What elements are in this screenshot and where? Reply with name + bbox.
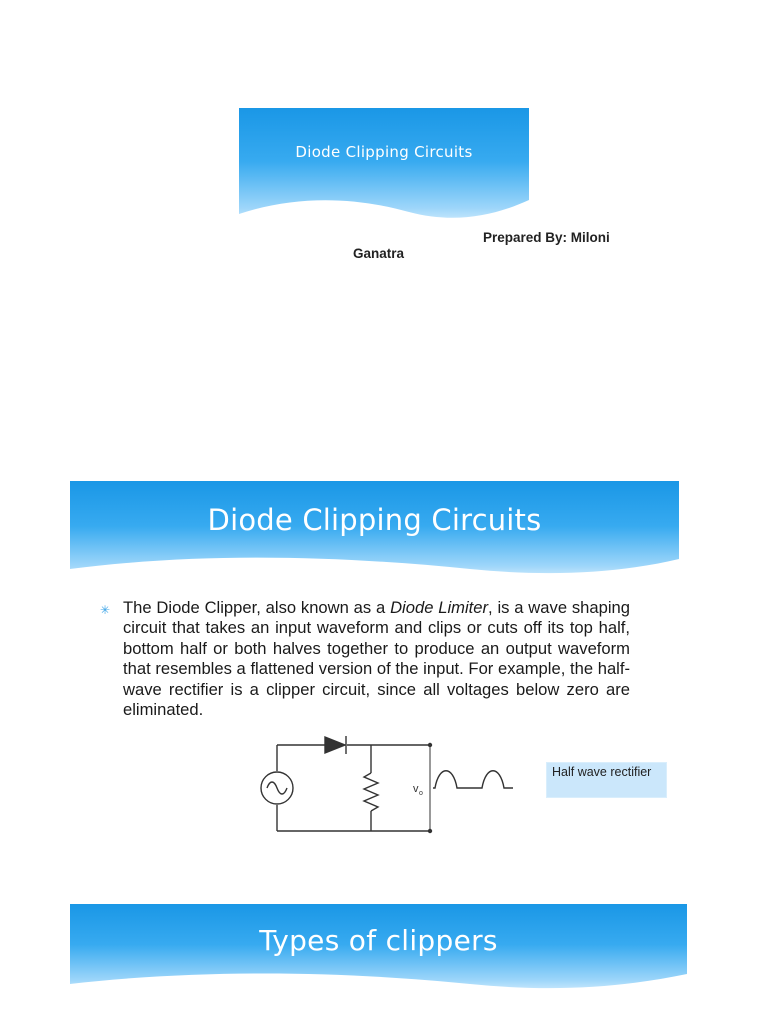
wave-decoration xyxy=(70,547,679,581)
prepared-by-line1: Prepared By: Miloni xyxy=(483,230,610,245)
half-wave-rectifier-callout: Half wave rectifier xyxy=(546,762,667,798)
slide3-title-banner xyxy=(70,904,687,994)
slide2-bullet xyxy=(100,598,630,720)
resistor-icon xyxy=(364,773,378,811)
bullet-text-part1: The Diode Clipper, also known as a xyxy=(123,598,391,617)
bullet-text-part2: , is a wave shaping circuit that takes an input waveform and clips or cuts off its top half, bottom half or both halves together to produce an output waveform that resembles a flattened version of the input. For example, the half-wave rectifier is a clipper circuit, since all voltages below zero are eliminated. xyxy=(123,598,630,720)
slide1-title-banner xyxy=(239,108,529,226)
vo-label-subscript: o xyxy=(419,790,423,797)
wave-decoration xyxy=(70,964,687,994)
bullet-asterisk-icon: ✳ xyxy=(100,603,111,617)
wave-decoration xyxy=(239,186,529,226)
slide3-title: Types of clippers xyxy=(259,924,498,957)
bullet-text xyxy=(123,598,630,720)
slide1-title: Diode Clipping Circuits xyxy=(295,143,473,161)
slide2-title: Diode Clipping Circuits xyxy=(207,503,542,537)
half-wave-rectifier-circuit-diagram xyxy=(255,735,525,835)
bullet-text-italic: Diode Limiter xyxy=(390,598,489,617)
output-waveform-icon xyxy=(433,771,513,788)
vo-label: v xyxy=(413,783,419,795)
diode-icon xyxy=(325,736,346,754)
prepared-by-line2: Ganatra xyxy=(353,246,405,261)
slide2-title-banner xyxy=(70,481,679,581)
